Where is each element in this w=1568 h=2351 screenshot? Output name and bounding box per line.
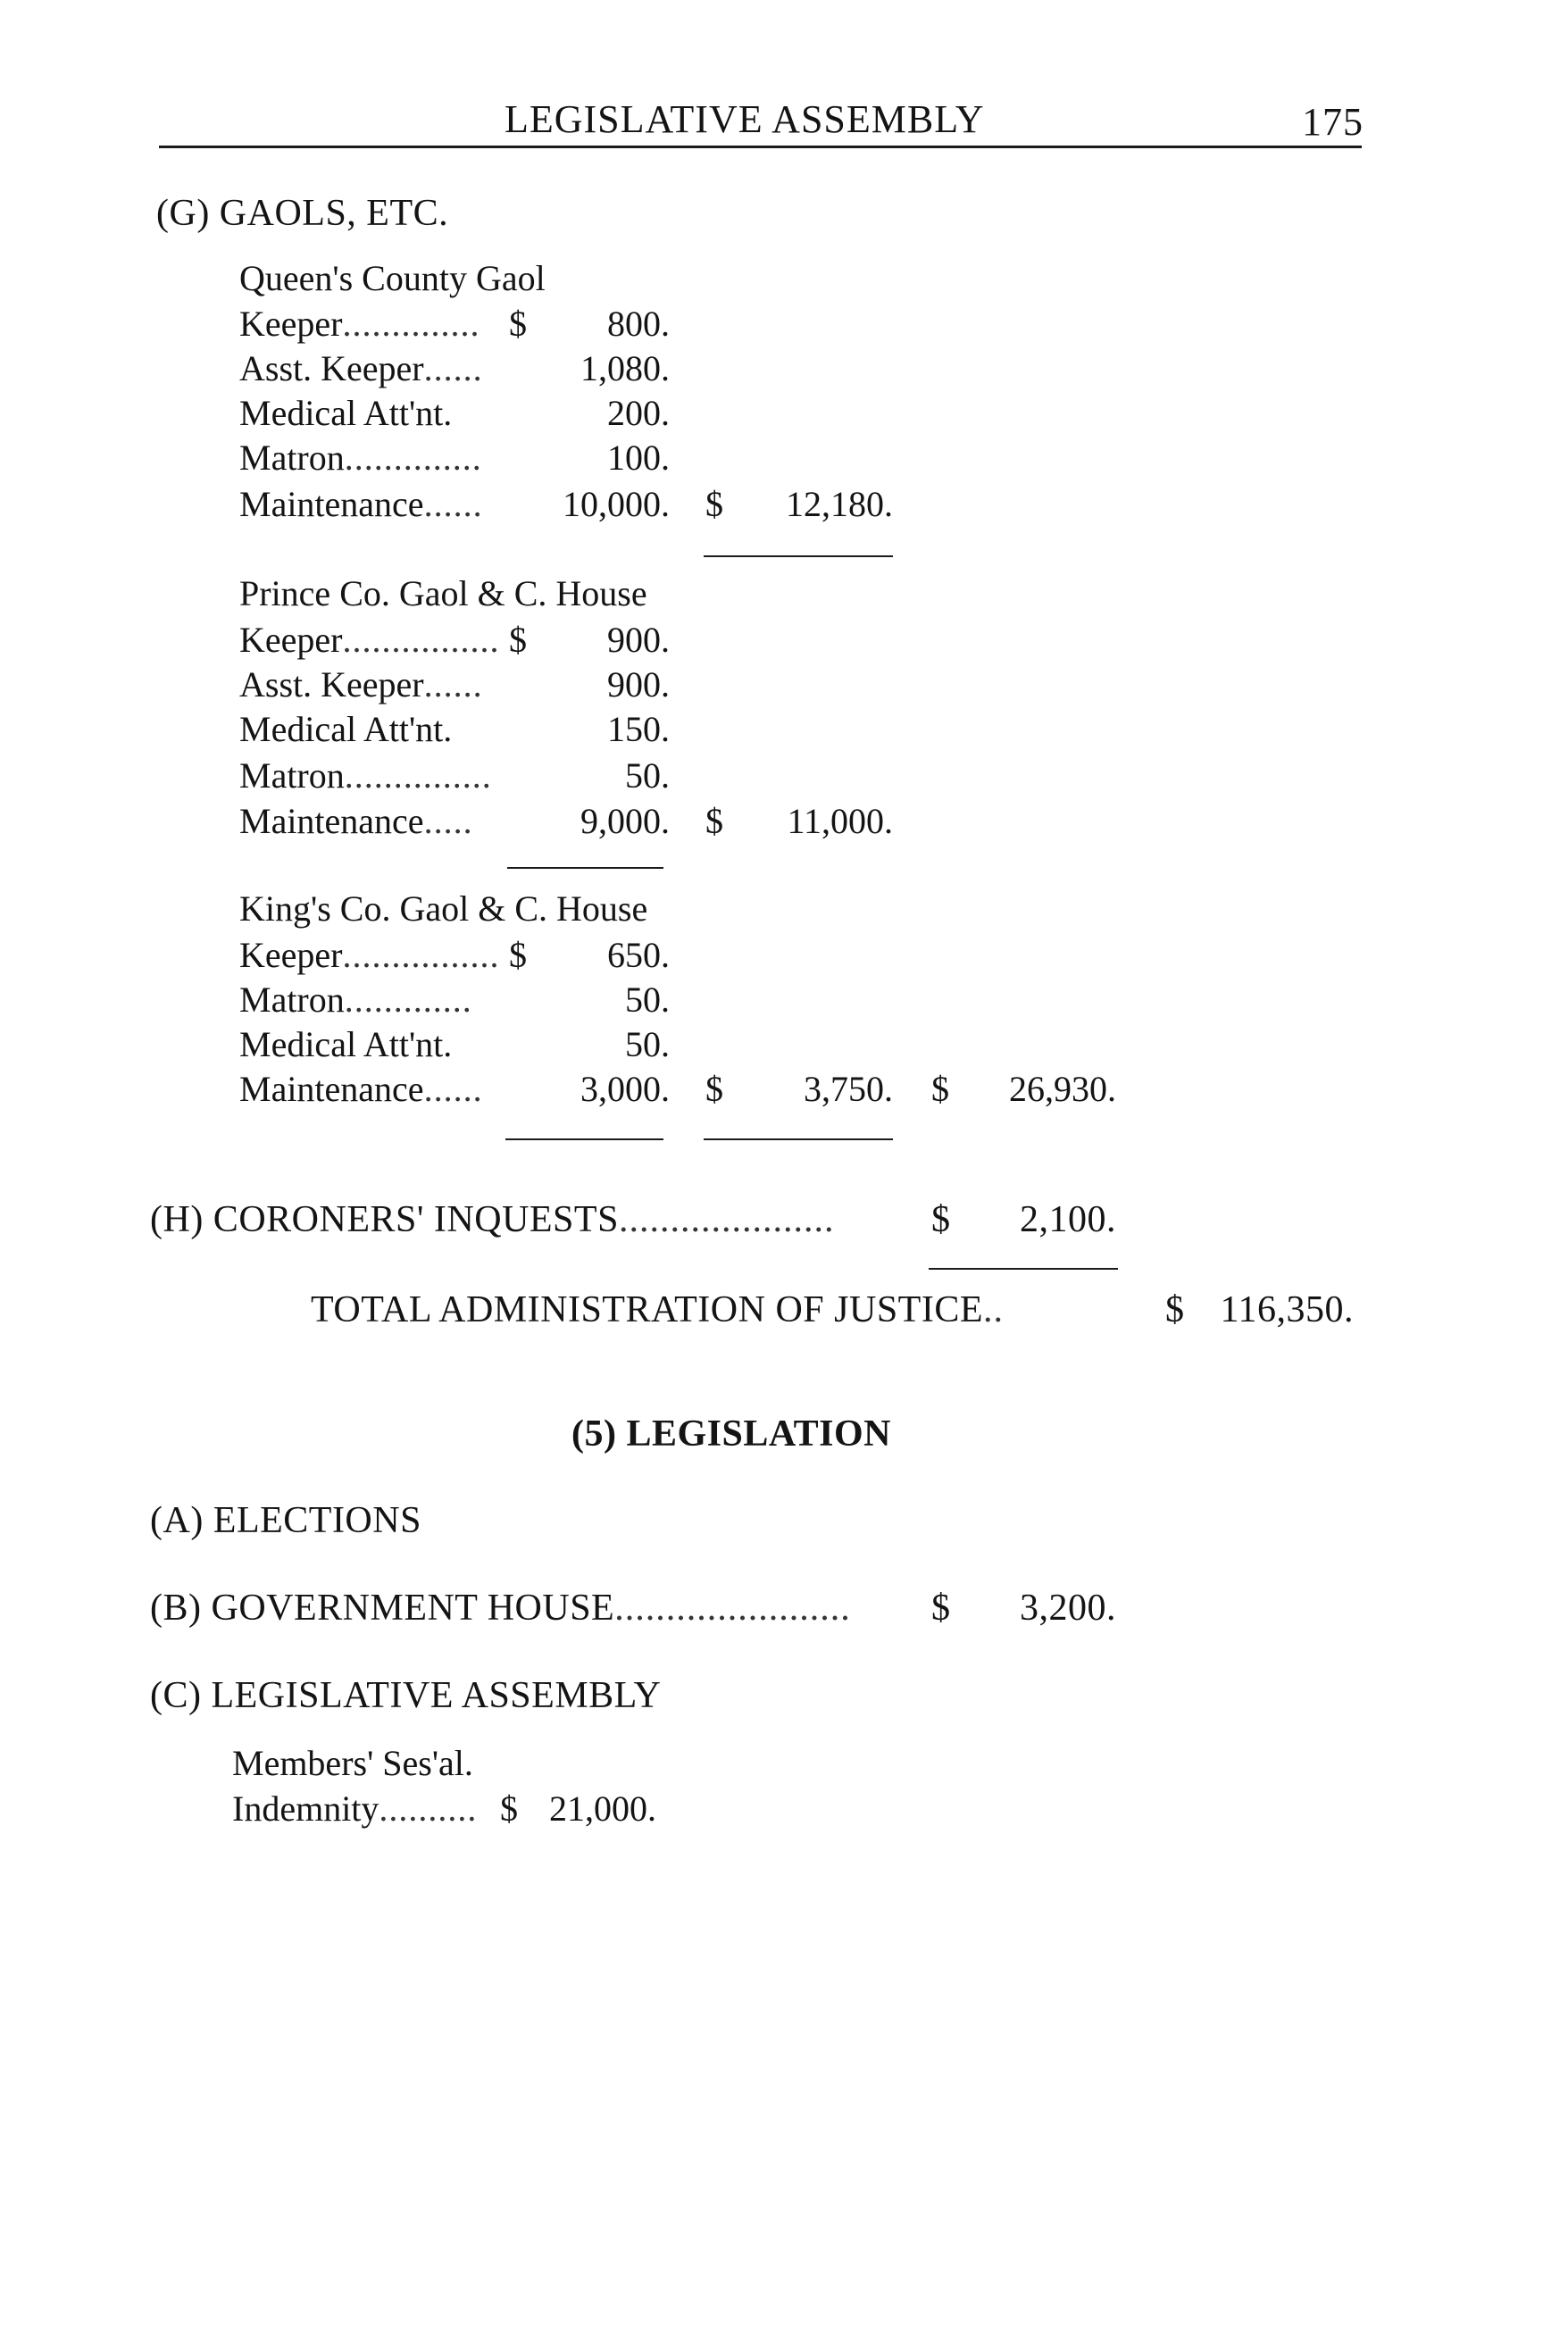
item-amount: 1,080. — [580, 348, 670, 388]
item-amount: 200. — [607, 393, 670, 433]
item-label: Medical Att'nt. — [239, 709, 453, 749]
total-justice-amount: 116,350. — [1220, 1289, 1354, 1330]
item-amount: 10,000. — [563, 484, 670, 524]
dollar-sign: $ — [500, 1788, 518, 1829]
item-label: Medical Att'nt. — [239, 393, 453, 433]
item-label: Keeper................ — [239, 935, 500, 975]
kings-gaol-subtotal: 3,750. — [804, 1069, 893, 1109]
dollar-sign: $ — [931, 1588, 951, 1629]
subtotal-dollar-sign: $ — [705, 484, 723, 524]
item-label: Matron.............. — [239, 438, 482, 478]
prince-gaol-title: Prince Co. Gaol & C. House — [239, 573, 647, 613]
grand-dollar-sign: $ — [931, 1069, 949, 1109]
government-house-amount: 3,200. — [1020, 1588, 1116, 1629]
total-rule — [929, 1268, 1118, 1270]
dollar-sign: $ — [509, 935, 527, 975]
members-sessional-label: Members' Ses'al. — [232, 1743, 473, 1783]
subtotal-rule — [704, 555, 893, 557]
item-label: Maintenance..... — [239, 801, 473, 841]
item-label: Maintenance...... — [239, 484, 483, 524]
dollar-sign: $ — [509, 304, 527, 344]
queens-gaol-subtotal: 12,180. — [786, 484, 893, 524]
item-amount: 150. — [607, 709, 670, 749]
dollar-sign: $ — [1165, 1289, 1185, 1330]
kings-gaol-title: King's Co. Gaol & C. House — [239, 888, 648, 929]
item-amount: 50. — [625, 1024, 670, 1064]
item-amount: 50. — [625, 755, 670, 796]
item-label: Medical Att'nt. — [239, 1024, 453, 1064]
dollar-sign: $ — [509, 620, 527, 660]
queens-gaol-title: Queen's County Gaol — [239, 258, 546, 298]
item-label: Maintenance...... — [239, 1069, 483, 1109]
subtotal-rule — [704, 1138, 893, 1140]
item-amount: 50. — [625, 980, 670, 1020]
indemnity-label: Indemnity.......... — [232, 1788, 478, 1829]
section-h-heading: (H) CORONERS' INQUESTS..................... — [150, 1199, 835, 1240]
header-rule — [159, 146, 1362, 148]
section-g-heading: (G) GAOLS, ETC. — [156, 193, 449, 234]
legislation-heading: (5) LEGISLATION — [571, 1413, 891, 1455]
indemnity-amount: 21,000. — [549, 1788, 656, 1829]
total-justice-label: TOTAL ADMINISTRATION OF JUSTICE.. — [311, 1289, 1004, 1330]
item-label: Matron............. — [239, 980, 472, 1020]
section-b-heading: (B) GOVERNMENT HOUSE....................... — [150, 1588, 851, 1629]
item-label: Asst. Keeper...... — [239, 348, 483, 388]
coroners-amount: 2,100. — [1020, 1199, 1116, 1240]
section-a-heading: (A) ELECTIONS — [150, 1500, 421, 1541]
item-amount: 900. — [607, 664, 670, 704]
page-number: 175 — [1302, 100, 1364, 144]
prince-gaol-subtotal: 11,000. — [787, 801, 893, 841]
item-amount: 3,000. — [580, 1069, 670, 1109]
section-c-heading: (C) LEGISLATIVE ASSEMBLY — [150, 1675, 662, 1716]
item-label: Keeper.............. — [239, 304, 480, 344]
item-amount: 9,000. — [580, 801, 670, 841]
gaols-grand-total: 26,930. — [1009, 1069, 1116, 1109]
item-amount: 800. — [607, 304, 670, 344]
dollar-sign: $ — [931, 1199, 951, 1240]
subtotal-rule — [505, 1138, 663, 1140]
item-label: Asst. Keeper...... — [239, 664, 483, 704]
running-header-title: LEGISLATIVE ASSEMBLY — [505, 97, 985, 141]
item-label: Keeper................ — [239, 620, 500, 660]
subtotal-rule — [507, 867, 663, 869]
item-amount: 900. — [607, 620, 670, 660]
item-label: Matron............... — [239, 755, 492, 796]
item-amount: 100. — [607, 438, 670, 478]
item-amount: 650. — [607, 935, 670, 975]
subtotal-dollar-sign: $ — [705, 801, 723, 841]
subtotal-dollar-sign: $ — [705, 1069, 723, 1109]
